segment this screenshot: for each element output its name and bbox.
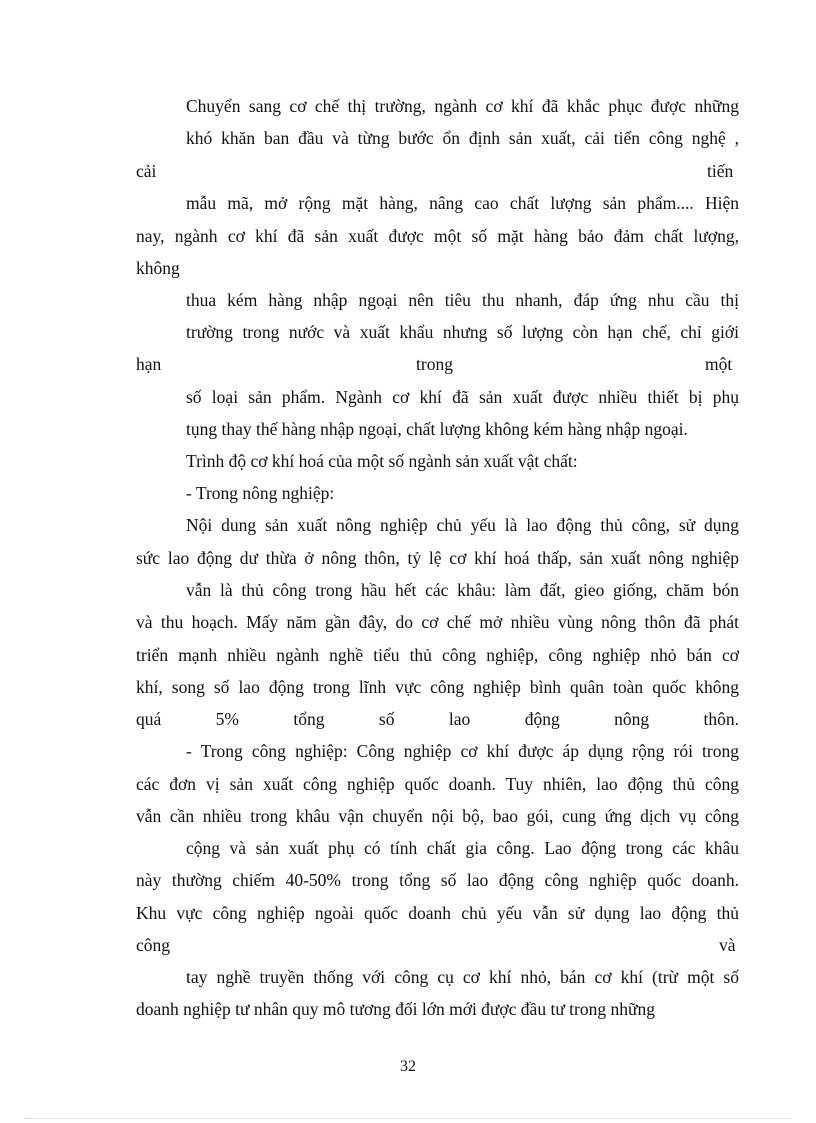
text-line: Trình độ cơ khí hoá của một số ngành sản xuất vật chất: (186, 451, 578, 471)
text-line: doanh nghiệp tư nhân quy mô tương đối lớn mới được đầu tư trong những (136, 999, 655, 1019)
text-line: thua kém hàng nhập ngoại nên tiêu thu nhanh, đáp ứng nhu cầu thị (186, 290, 739, 310)
text-line: một (705, 354, 733, 374)
text-line: Chuyển sang cơ chế thị trường, ngành cơ khí đã khắc phục được những (186, 96, 739, 116)
text-line: khó khăn ban đầu và từng bước ổn định sản xuất, cải tiến công nghệ , (186, 128, 739, 148)
text-line: các đơn vị sản xuất công nghiệp quốc doanh. Tuy nhiên, lao động thủ công (136, 774, 739, 794)
text-line: và thu hoạch. Mấy năm gần đây, do cơ chế mở nhiều vùng nông thôn đã phát (136, 612, 739, 632)
text-line: vẫn cần nhiều trong khâu vận chuyển nội bộ, bao gói, cung ứng dịch vụ công (136, 806, 739, 826)
text-line: Khu vực công nghiệp ngoài quốc doanh chủ yếu vẫn sử dụng lao động thủ (136, 903, 739, 923)
text-line: số loại sản phẩm. Ngành cơ khí đã sản xuất được nhiều thiết bị phụ (186, 387, 739, 407)
text-line: - Trong nông nghiệp: (186, 483, 335, 503)
text-line: hạn (136, 354, 162, 374)
text-line: và (719, 935, 736, 955)
text-line: không (136, 258, 180, 278)
text-line: - Trong công nghiệp: Công nghiệp cơ khí được áp dụng rộng rói trong (186, 741, 739, 761)
text-line: quá 5% tổng số lao động nông thôn. (136, 709, 739, 729)
text-line: Nội dung sản xuất nông nghiệp chủ yếu là lao động thủ công, sử dụng (186, 515, 739, 535)
text-line: cải (136, 161, 157, 181)
text-line: tay nghề truyền thống với công cụ cơ khí nhỏ, bán cơ khí (trừ một số (186, 967, 739, 987)
text-line: trường trong nước và xuất khẩu nhưng số lượng còn hạn chế, chỉ giới (186, 322, 739, 342)
page-bottom-divider (24, 1118, 792, 1119)
text-line: trong (416, 354, 453, 374)
page-number: 32 (400, 1058, 416, 1075)
text-line: công (136, 935, 171, 955)
text-line: cộng và sản xuất phụ có tính chất gia công. Lao động trong các khâu (186, 838, 739, 858)
text-line: vẫn là thủ công trong hầu hết các khâu: làm đất, gieo giống, chăm bón (186, 580, 739, 600)
text-line: này thường chiếm 40-50% trong tổng số lao động công nghiệp quốc doanh. (136, 870, 739, 890)
text-line: tiến (707, 161, 734, 181)
text-line: khí, song số lao động trong lĩnh vực công nghiệp bình quân toàn quốc không (136, 677, 739, 697)
text-line: mẫu mã, mở rộng mặt hàng, nâng cao chất lượng sản phẩm.... Hiện (186, 193, 739, 213)
text-line: nay, ngành cơ khí đã sản xuất được một số mặt hàng bảo đảm chất lượng, (136, 226, 739, 246)
text-line: sức lao động dư thừa ở nông thôn, tỷ lệ cơ khí hoá thấp, sản xuất nông nghiệp (136, 548, 739, 568)
text-line: tụng thay thế hàng nhập ngoại, chất lượng không kém hàng nhập ngoại. (186, 419, 688, 439)
text-line: triển mạnh nhiều ngành nghề tiểu thủ công nghiệp, công nghiệp nhỏ bán cơ (136, 645, 739, 665)
